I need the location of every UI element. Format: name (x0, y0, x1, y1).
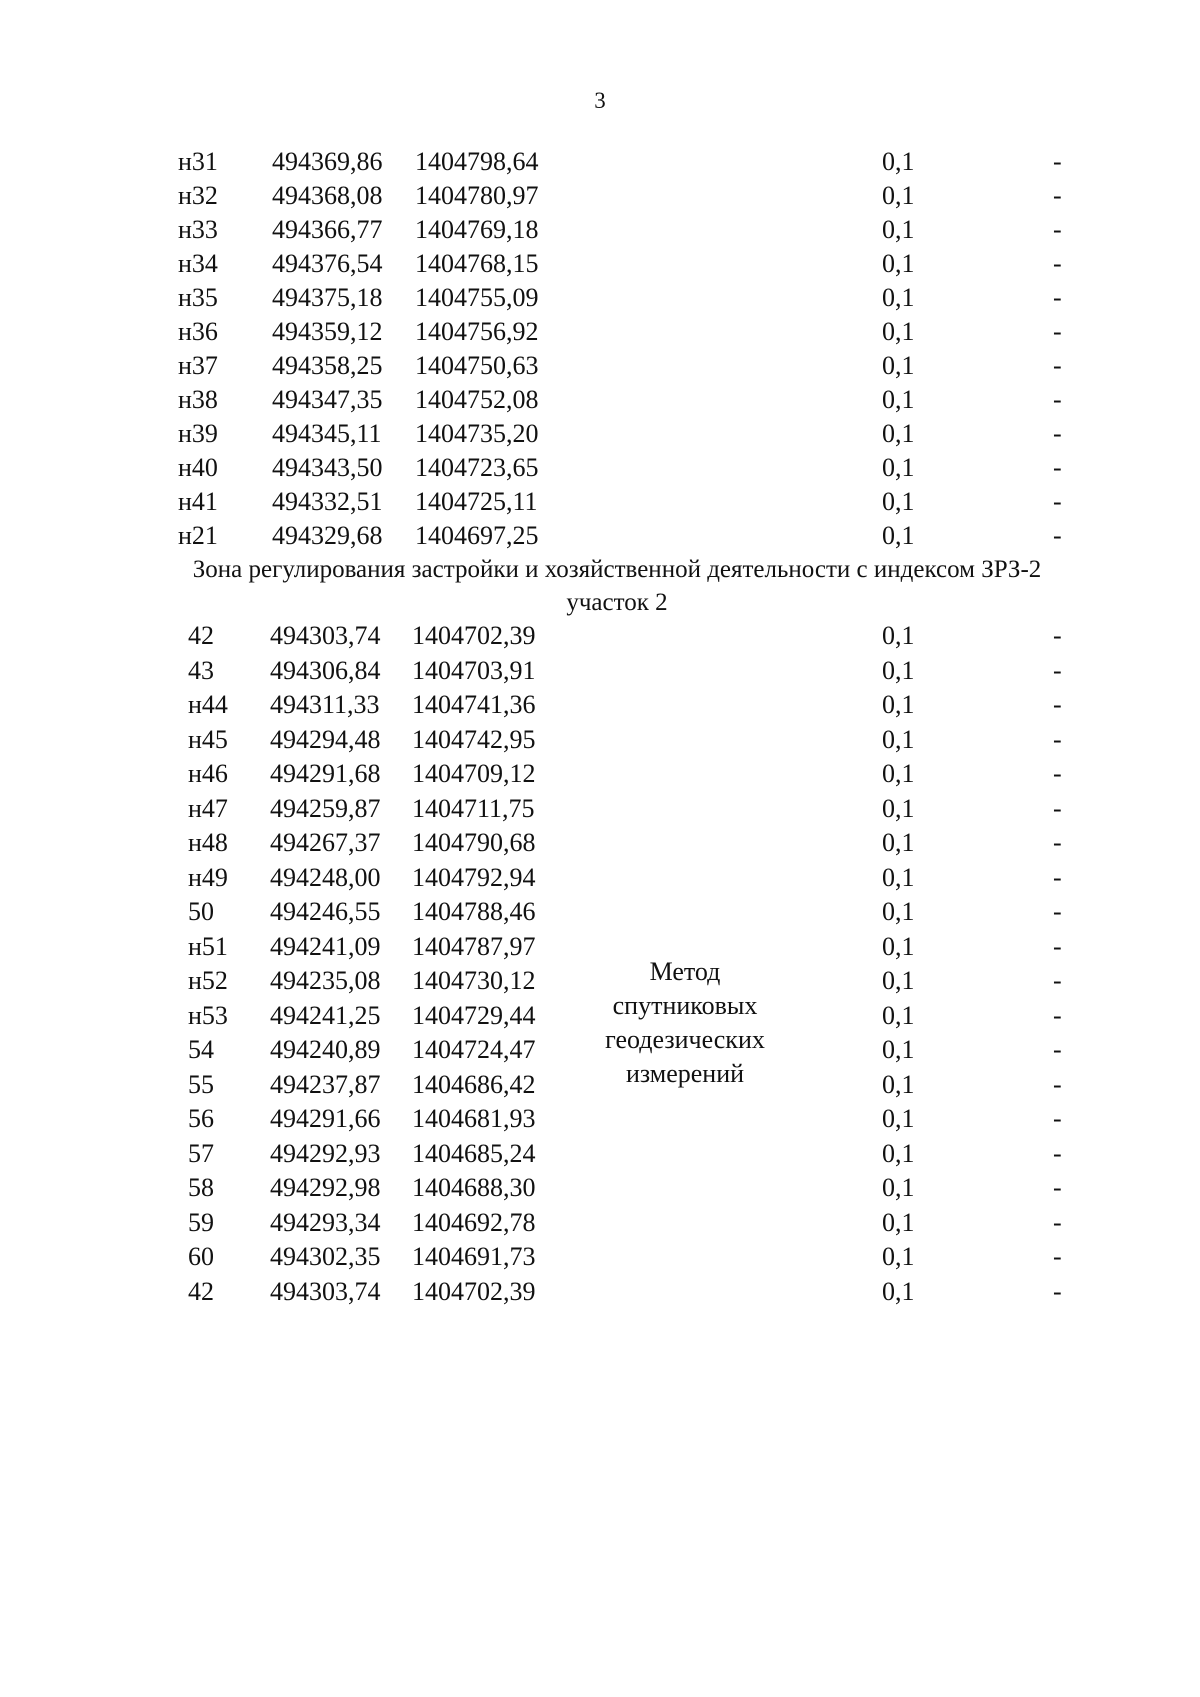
coord-x: 494246,55 (270, 897, 381, 926)
point-id: 60 (188, 1242, 214, 1271)
coord-y: 1404729,44 (412, 1000, 536, 1030)
point-id: н52 (188, 966, 228, 995)
coord-x: 494345,11 (272, 419, 382, 448)
point-id: н41 (178, 487, 218, 516)
note-value: - (1053, 1138, 1062, 1168)
coord-y: 1404709,12 (412, 759, 536, 788)
point-id: 58 (188, 1173, 214, 1202)
point-id: н36 (178, 317, 218, 346)
table-row (0, 247, 1200, 281)
coord-y: 1404790,68 (412, 828, 536, 857)
point-id: 59 (188, 1207, 214, 1237)
point-id: 42 (188, 621, 214, 650)
table-row (0, 861, 1200, 896)
note-value: - (1053, 487, 1062, 516)
coord-x: 494359,12 (272, 317, 383, 346)
table-row (0, 964, 1200, 999)
coord-x: 494240,89 (270, 1035, 381, 1064)
note-value: - (1053, 690, 1062, 719)
accuracy-value: 0,1 (882, 521, 915, 550)
accuracy-value: 0,1 (882, 215, 915, 244)
table-row (0, 999, 1200, 1034)
table-row (0, 688, 1200, 723)
coord-x: 494329,68 (272, 521, 383, 550)
note-value: - (1053, 1035, 1062, 1064)
note-value: - (1053, 966, 1062, 995)
table-row (0, 1240, 1200, 1275)
note-value: - (1053, 862, 1062, 892)
note-value: - (1053, 317, 1062, 346)
table-row (0, 654, 1200, 689)
coord-x: 494292,93 (270, 1138, 381, 1168)
table-row (0, 1275, 1200, 1310)
point-id: 42 (188, 1276, 214, 1306)
point-id: н35 (178, 283, 218, 312)
coord-y: 1404752,08 (415, 385, 539, 414)
table-row (0, 619, 1200, 654)
point-id: н38 (178, 385, 218, 414)
table-row (0, 757, 1200, 792)
accuracy-value: 0,1 (882, 487, 915, 516)
table-row (0, 1171, 1200, 1206)
point-id: н47 (188, 793, 228, 823)
coord-x: 494248,00 (270, 862, 381, 892)
coord-y: 1404768,15 (415, 249, 539, 278)
note-value: - (1053, 419, 1062, 448)
accuracy-value: 0,1 (882, 1276, 915, 1306)
accuracy-value: 0,1 (882, 1035, 915, 1064)
zone-heading-line-1: Зона регулирования застройки и хозяйственной деятельности с индексом ЗРЗ-2 (192, 556, 1042, 583)
accuracy-value: 0,1 (882, 793, 915, 823)
accuracy-value: 0,1 (882, 283, 915, 312)
note-value: - (1053, 351, 1062, 380)
point-id: н39 (178, 419, 218, 448)
method-line-1: Метод (649, 957, 721, 986)
coord-x: 494291,68 (270, 759, 381, 788)
coord-y: 1404692,78 (412, 1207, 536, 1237)
coord-y: 1404787,97 (412, 931, 536, 961)
note-value: - (1053, 147, 1062, 176)
table-row (0, 1068, 1200, 1103)
point-id: 57 (188, 1138, 214, 1168)
point-id: 54 (188, 1035, 214, 1064)
point-id: н31 (178, 147, 218, 176)
coord-y: 1404742,95 (412, 724, 536, 754)
accuracy-value: 0,1 (882, 966, 915, 995)
method-line-3: геодезических (605, 1025, 765, 1054)
table-row (0, 723, 1200, 758)
point-id: н21 (178, 521, 218, 550)
coord-y: 1404691,73 (412, 1242, 536, 1271)
accuracy-value: 0,1 (882, 828, 915, 857)
coord-x: 494369,86 (272, 147, 383, 176)
accuracy-value: 0,1 (882, 453, 915, 482)
note-value: - (1053, 793, 1062, 823)
accuracy-value: 0,1 (882, 1173, 915, 1202)
accuracy-value: 0,1 (882, 1104, 915, 1133)
coord-x: 494302,35 (270, 1242, 381, 1271)
accuracy-value: 0,1 (882, 931, 915, 961)
note-value: - (1053, 828, 1062, 857)
accuracy-value: 0,1 (882, 385, 915, 414)
note-value: - (1053, 249, 1062, 278)
note-value: - (1053, 655, 1062, 685)
table-row (0, 179, 1200, 213)
coord-y: 1404788,46 (412, 897, 536, 926)
point-id: н46 (188, 759, 228, 788)
coord-y: 1404730,12 (412, 966, 536, 995)
coord-x: 494306,84 (270, 655, 381, 685)
coord-y: 1404711,75 (412, 793, 535, 823)
table-row (0, 383, 1200, 417)
point-id: 50 (188, 897, 214, 926)
coord-y: 1404681,93 (412, 1104, 536, 1133)
point-id: н33 (178, 215, 218, 244)
coord-x: 494366,77 (272, 215, 383, 244)
coord-y: 1404724,47 (412, 1035, 536, 1064)
accuracy-value: 0,1 (882, 1069, 915, 1099)
coord-x: 494294,48 (270, 724, 381, 754)
note-value: - (1053, 759, 1062, 788)
coord-y: 1404685,24 (412, 1138, 536, 1168)
table-row (0, 1033, 1200, 1068)
coord-y: 1404697,25 (415, 521, 539, 550)
method-line-2: спутниковых (612, 991, 758, 1020)
coord-y: 1404703,91 (412, 655, 536, 685)
method-line-4: измерений (625, 1059, 745, 1088)
note-value: - (1053, 453, 1062, 482)
section-2-rows (0, 619, 1200, 1309)
accuracy-value: 0,1 (882, 249, 915, 278)
coord-y: 1404756,92 (415, 317, 539, 346)
coord-x: 494376,54 (272, 249, 383, 278)
table-row (0, 826, 1200, 861)
table-row (0, 281, 1200, 315)
accuracy-value: 0,1 (882, 897, 915, 926)
zone-heading-line-2: участок 2 (566, 589, 668, 616)
coordinates-table (0, 145, 1200, 1309)
point-id: н53 (188, 1000, 228, 1030)
accuracy-value: 0,1 (882, 759, 915, 788)
point-id: 43 (188, 655, 214, 685)
accuracy-value: 0,1 (882, 1242, 915, 1271)
table-row (0, 1102, 1200, 1137)
table-row (0, 1137, 1200, 1172)
coord-x: 494237,87 (270, 1069, 381, 1099)
note-value: - (1053, 931, 1062, 961)
table-row (0, 417, 1200, 451)
point-id: 56 (188, 1104, 214, 1133)
point-id: н44 (188, 690, 228, 719)
note-value: - (1053, 1276, 1062, 1306)
accuracy-value: 0,1 (882, 419, 915, 448)
note-value: - (1053, 1173, 1062, 1202)
coord-y: 1404741,36 (412, 690, 536, 719)
section-1-rows (0, 145, 1200, 553)
note-value: - (1053, 1207, 1062, 1237)
coord-y: 1404702,39 (412, 1276, 536, 1306)
coord-x: 494343,50 (272, 453, 383, 482)
point-id: н49 (188, 862, 228, 892)
note-value: - (1053, 283, 1062, 312)
table-row (0, 485, 1200, 519)
accuracy-value: 0,1 (882, 655, 915, 685)
table-row (0, 1206, 1200, 1241)
note-value: - (1053, 621, 1062, 650)
accuracy-value: 0,1 (882, 1000, 915, 1030)
coord-y: 1404723,65 (415, 453, 539, 482)
point-id: н34 (178, 249, 218, 278)
point-id: н51 (188, 931, 228, 961)
accuracy-value: 0,1 (882, 317, 915, 346)
note-value: - (1053, 521, 1062, 550)
coord-y: 1404769,18 (415, 215, 539, 244)
coord-x: 494241,25 (270, 1000, 381, 1030)
coord-x: 494303,74 (270, 1276, 381, 1306)
note-value: - (1053, 215, 1062, 244)
table-row (0, 145, 1200, 179)
table-row (0, 792, 1200, 827)
coord-y: 1404750,63 (415, 351, 539, 380)
accuracy-value: 0,1 (882, 724, 915, 754)
coord-x: 494291,66 (270, 1104, 381, 1133)
accuracy-value: 0,1 (882, 862, 915, 892)
point-id: н32 (178, 181, 218, 210)
accuracy-value: 0,1 (882, 690, 915, 719)
accuracy-value: 0,1 (882, 181, 915, 210)
accuracy-value: 0,1 (882, 1138, 915, 1168)
accuracy-value: 0,1 (882, 621, 915, 650)
page-number: 3 (594, 88, 606, 113)
coord-y: 1404725,11 (415, 487, 538, 516)
coord-y: 1404688,30 (412, 1173, 536, 1202)
table-row (0, 930, 1200, 965)
note-value: - (1053, 724, 1062, 754)
coord-x: 494292,98 (270, 1173, 381, 1202)
note-value: - (1053, 385, 1062, 414)
coord-y: 1404755,09 (415, 283, 539, 312)
coord-x: 494347,35 (272, 385, 383, 414)
coord-y: 1404792,94 (412, 862, 536, 892)
coord-x: 494235,08 (270, 966, 381, 995)
table-row (0, 895, 1200, 930)
coord-x: 494368,08 (272, 181, 383, 210)
accuracy-value: 0,1 (882, 147, 915, 176)
zone-heading (0, 553, 1200, 619)
coord-y: 1404686,42 (412, 1069, 536, 1099)
accuracy-value: 0,1 (882, 351, 915, 380)
coord-x: 494259,87 (270, 793, 381, 823)
note-value: - (1053, 897, 1062, 926)
table-row (0, 315, 1200, 349)
coord-x: 494375,18 (272, 283, 383, 312)
coord-x: 494332,51 (272, 487, 383, 516)
coord-x: 494241,09 (270, 931, 381, 961)
point-id: н40 (178, 453, 218, 482)
table-row (0, 519, 1200, 553)
note-value: - (1053, 181, 1062, 210)
point-id: 55 (188, 1069, 214, 1099)
coord-y: 1404702,39 (412, 621, 536, 650)
table-row (0, 213, 1200, 247)
note-value: - (1053, 1000, 1062, 1030)
coord-x: 494358,25 (272, 351, 383, 380)
point-id: н48 (188, 828, 228, 857)
table-row (0, 451, 1200, 485)
table-row (0, 349, 1200, 383)
point-id: н45 (188, 724, 228, 754)
coord-y: 1404735,20 (415, 419, 539, 448)
coord-x: 494267,37 (270, 828, 381, 857)
point-id: н37 (178, 351, 218, 380)
accuracy-value: 0,1 (882, 1207, 915, 1237)
coord-y: 1404780,97 (415, 181, 539, 210)
coord-x: 494311,33 (270, 690, 380, 719)
note-value: - (1053, 1069, 1062, 1099)
coord-y: 1404798,64 (415, 147, 539, 176)
coord-x: 494303,74 (270, 621, 381, 650)
note-value: - (1053, 1242, 1062, 1271)
note-value: - (1053, 1104, 1062, 1133)
coord-x: 494293,34 (270, 1207, 381, 1237)
